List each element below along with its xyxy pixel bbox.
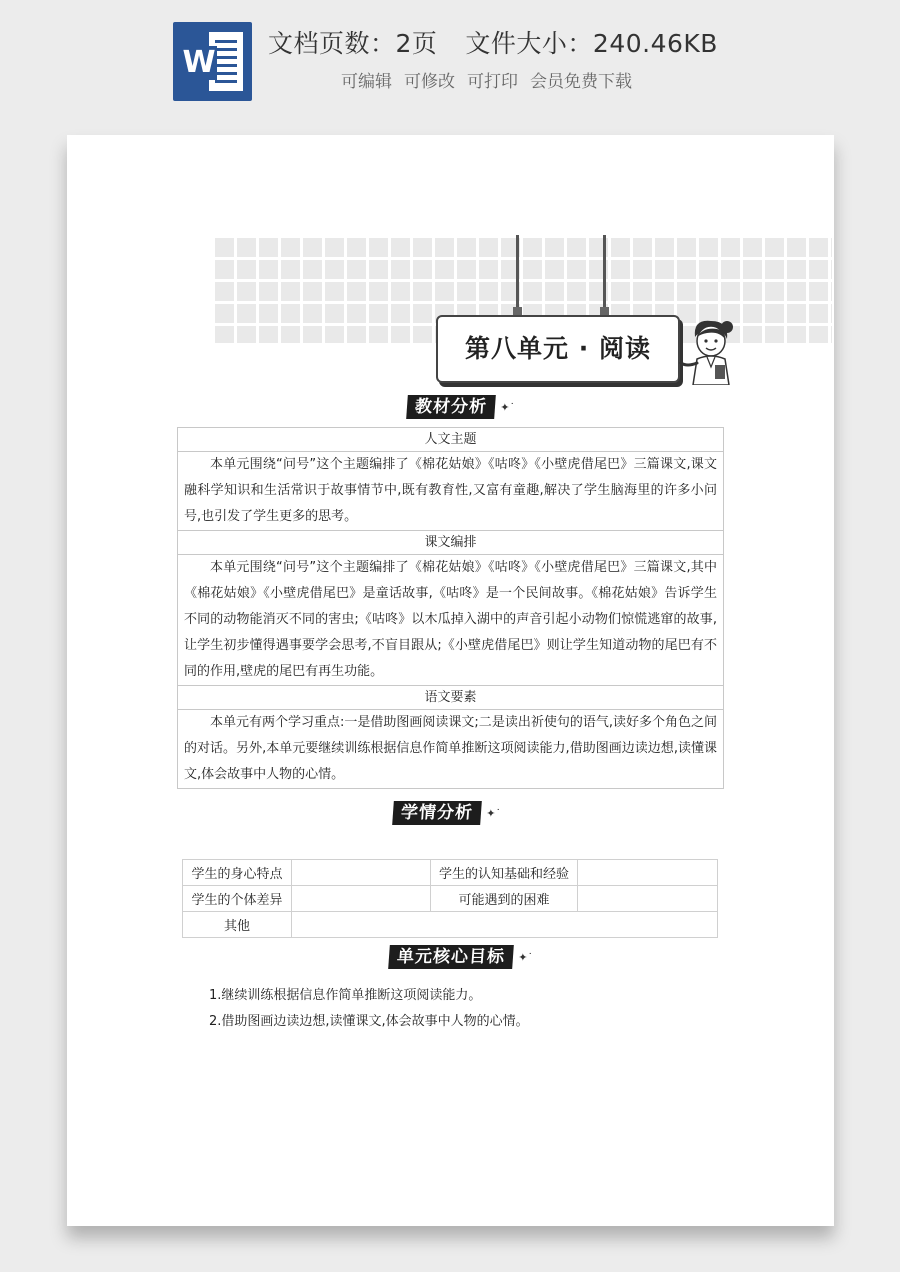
analysis-body-theme: 本单元围绕“问号”这个主题编排了《棉花姑娘》《咕咚》《小壁虎借尾巴》三篇课文,课文融科学知识和生活常识于故事情节中,既有教育性,又富有童趣,解决了学生脑海里的许多小问号,也引发了学生更多的思考。 [178,452,723,531]
value-individual [292,886,431,912]
table-row [183,886,718,912]
feature-list [341,67,632,92]
label-cognition: 学生的认知基础和经验 [431,860,578,886]
list-item: 2.借助图画边读边想,读懂课文,体会故事中人物的心情。 [209,1014,529,1029]
analysis-section-header [407,395,515,419]
analysis-section-title: 教材分析 [406,395,496,419]
feature-modifiable: 可修改 [404,72,455,92]
value-difficulty [578,886,718,912]
value-other [292,912,718,938]
file-size: 文件大小：240.46KB [465,29,718,58]
situation-section-title: 学情分析 [392,801,482,825]
sparkle-icon: ✦˙ [486,807,501,820]
value-cognition [578,860,718,886]
label-difficulty: 可能遇到的困难 [431,886,578,912]
goals-section-header [389,945,533,969]
analysis-heading-theme: 人文主题 [178,428,723,452]
table-row [183,912,718,938]
value-psych [292,860,431,886]
table-row [183,860,718,886]
feature-member-download: 会员免费下载 [530,72,632,92]
document-page [67,135,834,1226]
analysis-heading-elements: 语文要素 [178,686,723,710]
list-item: 1.继续训练根据信息作简单推断这项阅读能力。 [209,988,482,1003]
label-other: 其他 [183,912,292,938]
teacher-character-icon [677,315,737,385]
sign-rope-left [516,235,519,307]
situation-section-header [393,801,501,825]
page-count: 文档页数：2页 [268,29,438,58]
label-individual: 学生的个体差异 [183,886,292,912]
feature-printable: 可打印 [467,72,518,92]
feature-editable: 可编辑 [341,72,392,92]
analysis-body-elements: 本单元有两个学习重点:一是借助图画阅读课文;二是读出祈使句的语气,读好多个角色之间的对话。另外,本单元要继续训练根据信息作简单推断这项阅读能力,借助图画边读边想,读懂课文,体会故事中人物的心情。 [184,715,717,782]
unit-title-sign: 第八单元 · 阅读 [436,315,680,383]
word-icon-letter: W [182,45,216,80]
analysis-heading-arrangement: 课文编排 [178,531,723,555]
situation-table [182,859,718,938]
sparkle-icon: ✦˙ [518,951,533,964]
file-info [268,24,718,60]
analysis-table [177,427,724,789]
goals-section-title: 单元核心目标 [388,945,514,969]
label-psych: 学生的身心特点 [183,860,292,886]
analysis-body-arrangement: 本单元围绕“问号”这个主题编排了《棉花姑娘》《咕咚》《小壁虎借尾巴》三篇课文,其中《棉花姑娘》《小壁虎借尾巴》是童话故事,《咕咚》是一个民间故事。《棉花姑娘》告诉学生不同的动物能消灭不同的害虫;《咕咚》以木瓜掉入湖中的声音引起小动物们惊慌逃窜的故事,让学生初步懂得遇事要学会思考,不盲目跟从;《小壁虎借尾巴》则让学生知道动物的尾巴有不同的作用,壁虎的尾巴有再生功能。 [178,555,723,686]
sign-hook-left [513,307,522,315]
word-document-icon [173,22,252,101]
goals-list [209,983,529,1035]
sign-hook-right [600,307,609,315]
sign-rope-right [603,235,606,307]
sparkle-icon: ✦˙ [500,401,515,414]
